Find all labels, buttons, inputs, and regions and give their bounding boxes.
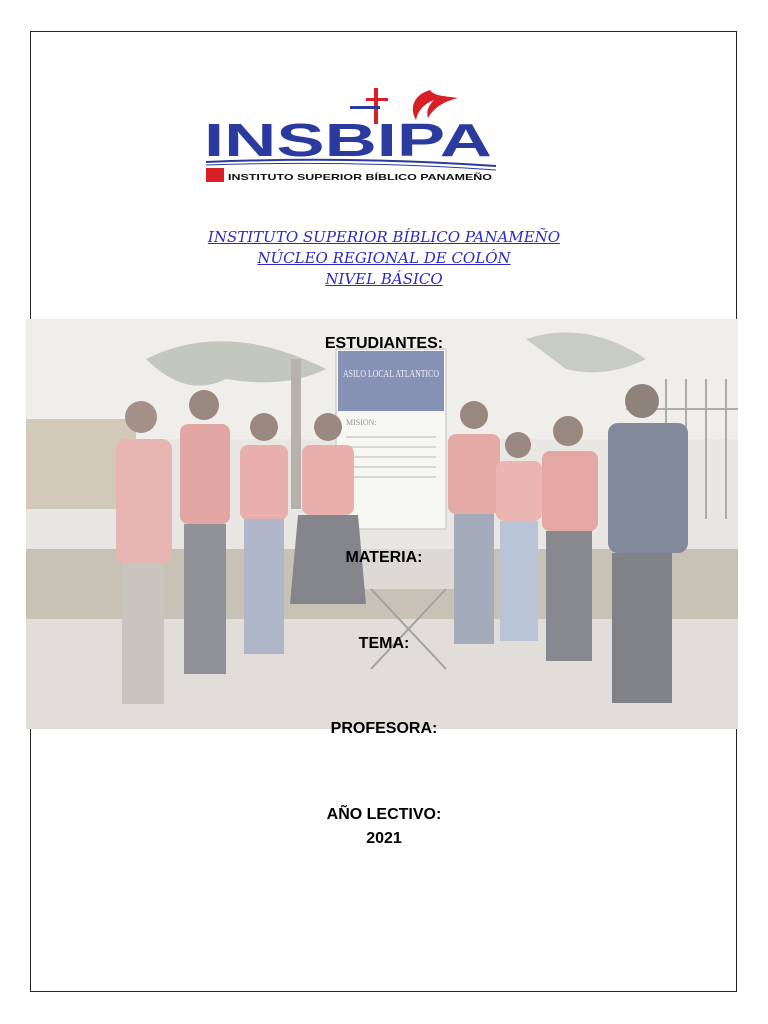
school-year-label: AÑO LECTIVO: [326,806,442,823]
header-level: NIVEL BÁSICO [325,270,443,288]
school-year-value: 2021 [366,830,402,847]
logo-tagline: INSTITUTO SUPERIOR BÍBLICO PANAMEÑO [228,172,493,182]
subject-label: MATERIA: [345,549,423,566]
group-photo [26,319,738,729]
teacher-label: PROFESORA: [330,720,438,737]
photo-fade-overlay [26,319,738,729]
insbipa-logo [202,86,498,186]
header-regional-core: NÚCLEO REGIONAL DE COLÓN [257,249,511,267]
banner-title: ASILO LOCAL ATLANTICO [343,369,439,380]
topic-label: TEMA: [358,635,410,652]
students-label: ESTUDIANTES: [324,335,444,352]
logo-wordmark: INSBIPA [204,114,492,166]
header-institute: INSTITUTO SUPERIOR BÍBLICO PANAMEÑO [207,228,561,246]
logo-red-block [206,168,224,182]
banner-subtitle: MISION: [346,418,377,427]
